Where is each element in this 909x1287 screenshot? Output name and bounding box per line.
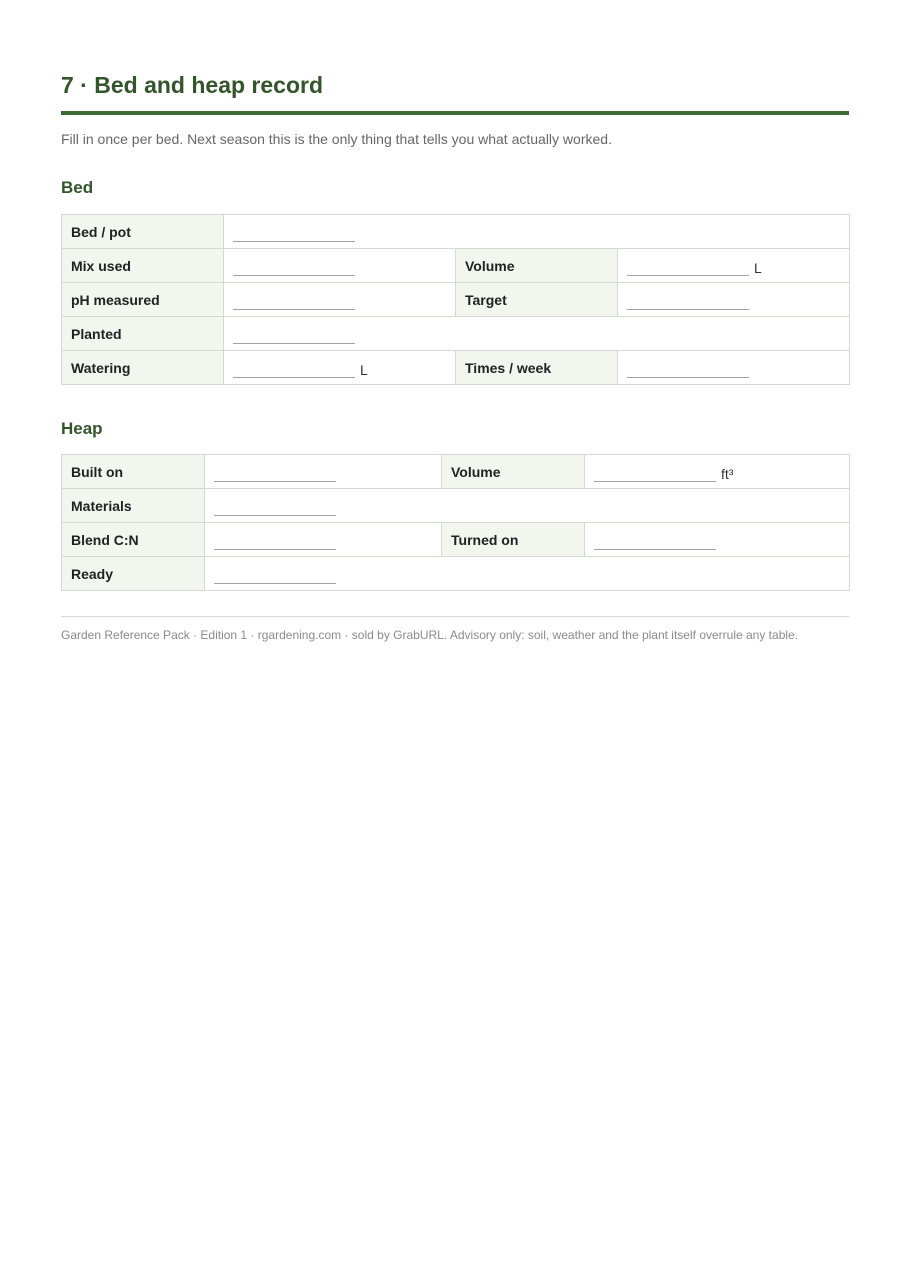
mix-used-label: Mix used bbox=[62, 249, 224, 283]
target-label: Target bbox=[456, 283, 618, 317]
table-row bbox=[62, 317, 850, 351]
write-in-line[interactable] bbox=[594, 461, 716, 482]
watering-label: Watering bbox=[62, 351, 224, 385]
heap-record-table bbox=[61, 454, 850, 591]
table-row bbox=[62, 557, 850, 591]
table-row bbox=[62, 283, 850, 317]
bed-pot-label: Bed / pot bbox=[62, 215, 224, 249]
times-per-week-label: Times / week bbox=[456, 351, 618, 385]
intro-text: Fill in once per bed. Next season this is the only thing that tells you what actually worked. bbox=[61, 131, 612, 147]
heap-section-heading: Heap bbox=[61, 419, 103, 438]
page-title: 7 · Bed and heap record bbox=[61, 72, 324, 98]
write-in-line[interactable] bbox=[627, 255, 749, 276]
table-row bbox=[62, 523, 850, 557]
mix-used-field[interactable] bbox=[224, 249, 456, 283]
unit-litres: L bbox=[754, 260, 762, 276]
footer-rule bbox=[61, 616, 849, 617]
heap-volume-label: Volume bbox=[442, 455, 585, 489]
table-row bbox=[62, 249, 850, 283]
write-in-line[interactable] bbox=[233, 323, 355, 344]
planted-field[interactable] bbox=[224, 317, 850, 351]
ready-field[interactable] bbox=[205, 557, 850, 591]
built-on-label: Built on bbox=[62, 455, 205, 489]
built-on-field[interactable] bbox=[205, 455, 442, 489]
write-in-line[interactable] bbox=[214, 529, 336, 550]
title-rule bbox=[61, 111, 849, 115]
bed-section-heading: Bed bbox=[61, 178, 94, 197]
unit-litres: L bbox=[360, 362, 368, 378]
footer-text: Garden Reference Pack · Edition 1 · rgardening.com · sold by GrabURL. Advisory only: soil, weather and the plant itself overrule any table. bbox=[61, 628, 799, 642]
heap-volume-field[interactable] bbox=[585, 455, 850, 489]
unit-cubic-feet: ft³ bbox=[721, 466, 734, 482]
write-in-line[interactable] bbox=[594, 529, 716, 550]
write-in-line[interactable] bbox=[214, 461, 336, 482]
table-row bbox=[62, 489, 850, 523]
watering-field[interactable] bbox=[224, 351, 456, 385]
bed-volume-field[interactable] bbox=[618, 249, 850, 283]
planted-label: Planted bbox=[62, 317, 224, 351]
ph-measured-label: pH measured bbox=[62, 283, 224, 317]
times-per-week-field[interactable] bbox=[618, 351, 850, 385]
ready-label: Ready bbox=[62, 557, 205, 591]
write-in-line[interactable] bbox=[214, 563, 336, 584]
table-row bbox=[62, 215, 850, 249]
write-in-line[interactable] bbox=[233, 357, 355, 378]
table-row bbox=[62, 351, 850, 385]
table-row bbox=[62, 455, 850, 489]
turned-on-field[interactable] bbox=[585, 523, 850, 557]
bed-pot-field[interactable] bbox=[224, 215, 850, 249]
write-in-line[interactable] bbox=[233, 221, 355, 242]
blend-cn-label: Blend C:N bbox=[62, 523, 205, 557]
turned-on-label: Turned on bbox=[442, 523, 585, 557]
bed-volume-label: Volume bbox=[456, 249, 618, 283]
materials-field[interactable] bbox=[205, 489, 850, 523]
materials-label: Materials bbox=[62, 489, 205, 523]
bed-record-table bbox=[61, 214, 850, 385]
write-in-line[interactable] bbox=[627, 357, 749, 378]
write-in-line[interactable] bbox=[233, 289, 355, 310]
blend-cn-field[interactable] bbox=[205, 523, 442, 557]
ph-measured-field[interactable] bbox=[224, 283, 456, 317]
target-field[interactable] bbox=[618, 283, 850, 317]
write-in-line[interactable] bbox=[214, 495, 336, 516]
write-in-line[interactable] bbox=[233, 255, 355, 276]
write-in-line[interactable] bbox=[627, 289, 749, 310]
